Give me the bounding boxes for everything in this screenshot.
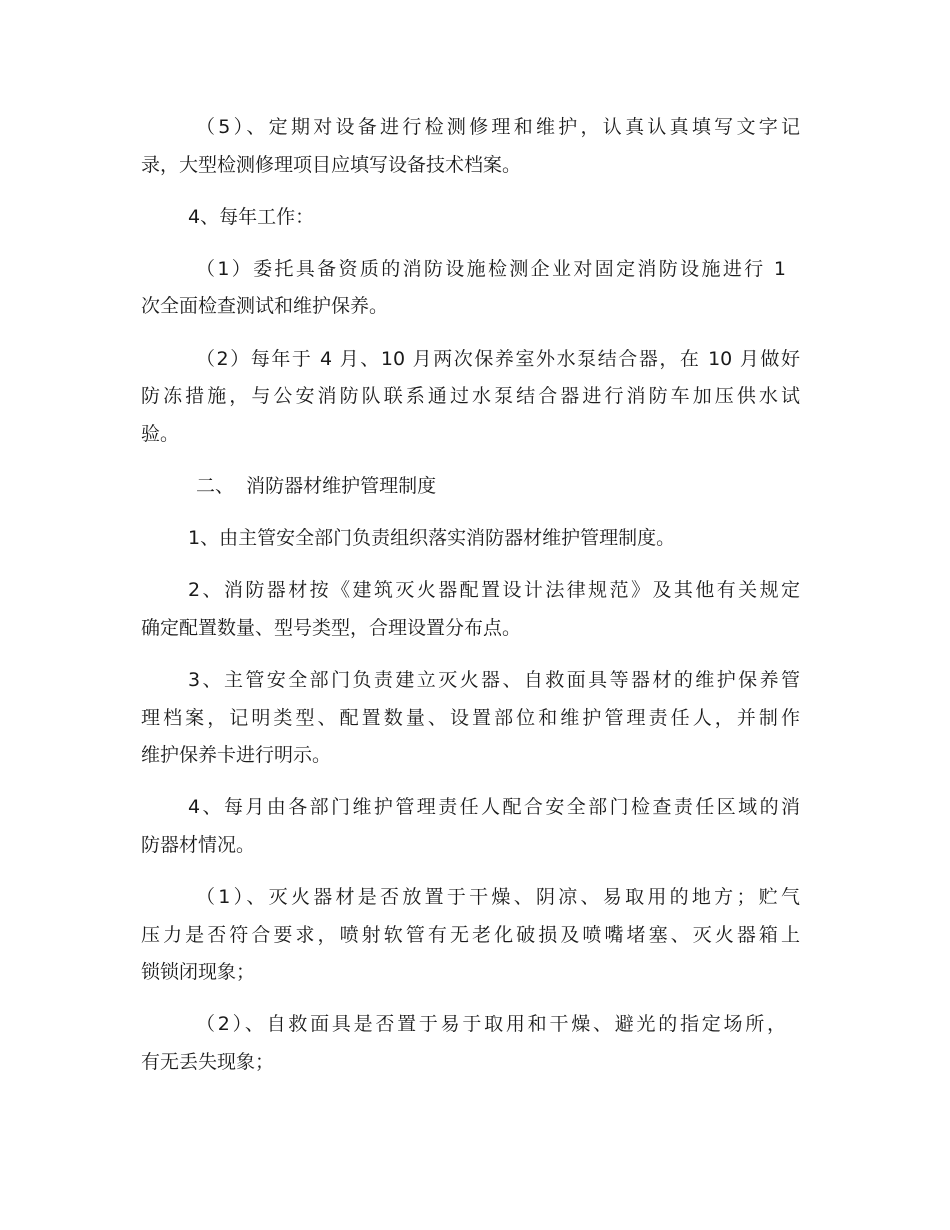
paragraph-line: （1）委托具备资质的消防设施检测企业对固定消防设施进行 1 [196,258,786,280]
paragraph-line: （1）、灭火器材是否放置于干燥、阴凉、易取用的地方；贮气 [196,886,800,908]
paragraph-line: 3、主管安全部门负责建立灭火器、自救面具等器材的维护保养管 [188,669,800,691]
paragraph-line: 理档案，记明类型、配置数量、设置部位和维护管理责任人，并制作 [141,707,800,729]
paragraph-line: 4、每月由各部门维护管理责任人配合安全部门检查责任区域的消 [188,796,800,818]
paragraph-line: 确定配置数量、型号类型，合理设置分布点。 [141,617,522,639]
paragraph-line: 次全面检查测试和维护保养。 [141,295,389,317]
paragraph-line: 防冻措施，与公安消防队联系通过水泵结合器进行消防车加压供水试 [141,385,800,407]
paragraph-line: 录，大型检测修理项目应填写设备技术档案。 [141,154,522,176]
paragraph-line: 2、消防器材按《建筑灭火器配置设计法律规范》及其他有关规定 [188,579,800,601]
paragraph-line: 维护保养卡进行明示。 [141,744,332,766]
paragraph-line: 有无丢失现象； [141,1051,275,1073]
section-heading: 二、 消防器材维护管理制度 [196,475,437,497]
paragraph-line: 1、由主管安全部门负责组织落实消防器材维护管理制度。 [188,527,676,549]
paragraph-line: （2）每年于 4 月、10 月两次保养室外水泵结合器，在 10 月做好 [196,348,800,370]
paragraph-line: （5）、定期对设备进行检测修理和维护，认真认真填写文字记 [196,116,800,138]
paragraph-line: 验。 [141,423,180,445]
paragraph-line: （2）、自救面具是否置于易于取用和干燥、避光的指定场所， [196,1013,786,1035]
paragraph-line: 锁锁闭现象； [141,961,256,983]
paragraph-line: 4、每年工作： [188,206,315,228]
paragraph-line: 防器材情况。 [141,834,256,856]
paragraph-line: 压力是否符合要求，喷射软管有无老化破损及喷嘴堵塞、灭火器箱上 [141,924,800,946]
